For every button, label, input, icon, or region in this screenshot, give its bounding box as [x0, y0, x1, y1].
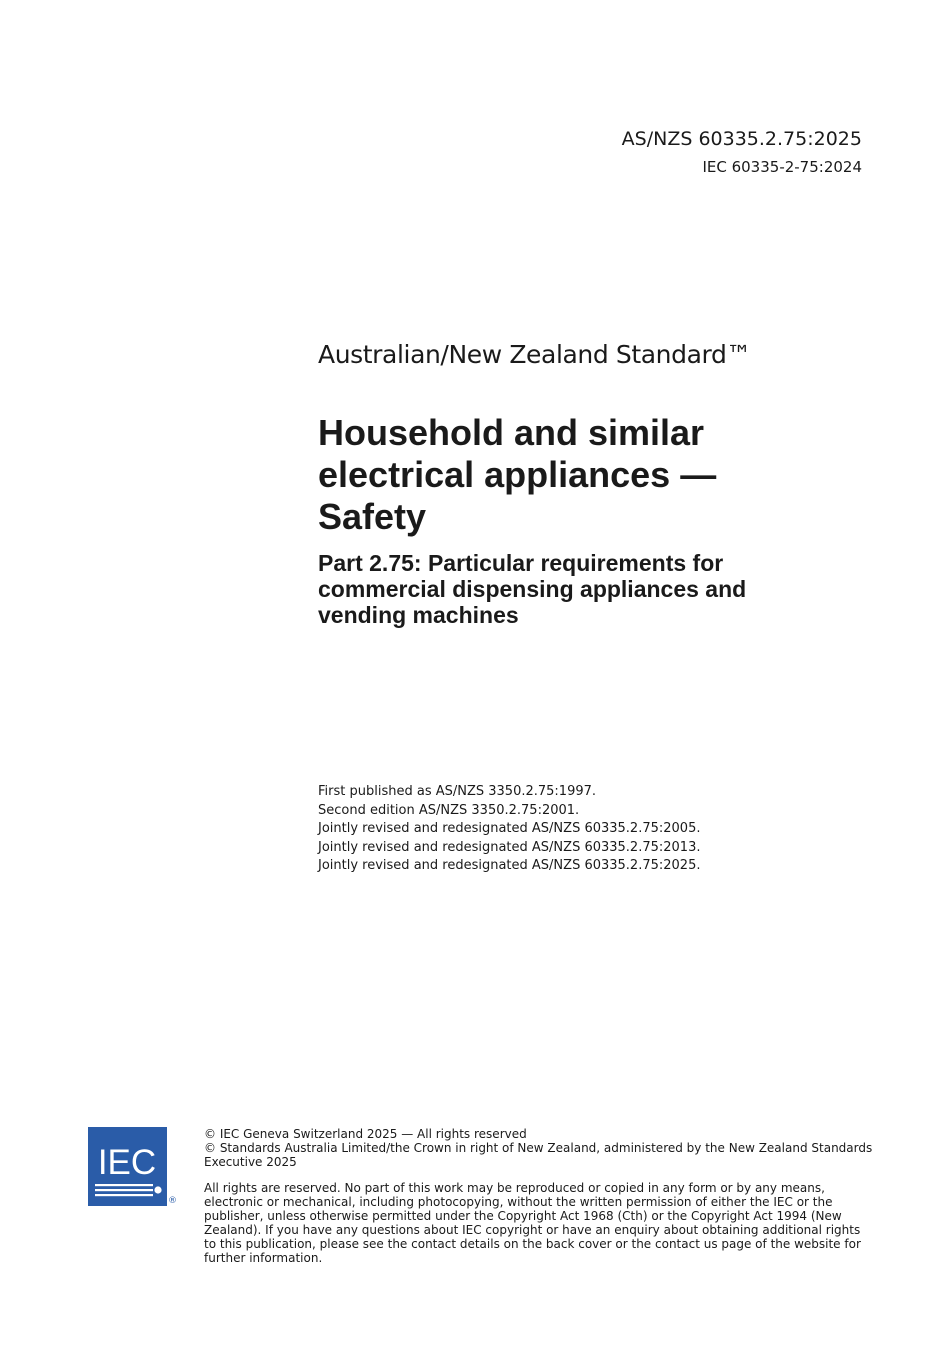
iec-number: IEC 60335-2-75:2024	[702, 158, 862, 176]
part-line: Part 2.75: Particular requirements for	[318, 550, 724, 576]
publication-history	[318, 783, 700, 876]
copyright-notice	[204, 1127, 874, 1169]
history-item: Second edition AS/NZS 3350.2.75:2001.	[318, 802, 580, 818]
title-line: Safety	[318, 496, 427, 537]
title-line: electrical appliances —	[318, 454, 717, 495]
history-item: Jointly revised and redesignated AS/NZS 60335.2.75:2013.	[318, 839, 701, 855]
part-title	[318, 550, 878, 628]
history-item: Jointly revised and redesignated AS/NZS 60335.2.75:2005.	[318, 821, 701, 836]
rights-statement: All rights are reserved. No part of this work may be reproduced or copied in any form or by any means, electronic or mechanical, including photocopying, without the written permission of either the IEC or the publisher, unless otherwise permitted under the Copyright Act 1968 (Cth) or the Copyright Act 1994 (New Zealand). If you have any questions about IEC copyright or have an enquiry about obtaining additional rights to this publication, please see the contact details on the back cover or the contact us page of the website for further information.	[204, 1181, 861, 1265]
logo-text: IEC	[97, 1143, 157, 1182]
registered-mark: ®	[168, 1196, 177, 1206]
history-item: Jointly revised and redesignated AS/NZS 60335.2.75:2025.	[318, 858, 701, 873]
part-line: commercial dispensing appliances and	[318, 576, 747, 602]
copyright-line: © Standards Australia Limited/the Crown in right of New Zealand, administered by the New Zealand Standards Executive 2025	[204, 1141, 873, 1169]
title-line: Household and similar	[318, 412, 705, 453]
part-line: vending machines	[318, 602, 519, 628]
standard-type: Australian/New Zealand Standard™	[318, 340, 752, 369]
iec-logo	[88, 1127, 167, 1206]
standard-number: AS/NZS 60335.2.75:2025	[621, 128, 862, 150]
copyright-line: © IEC Geneva Switzerland 2025 — All rights reserved	[204, 1127, 527, 1141]
main-title	[318, 412, 918, 538]
history-item: First published as AS/NZS 3350.2.75:1997.	[318, 784, 597, 799]
